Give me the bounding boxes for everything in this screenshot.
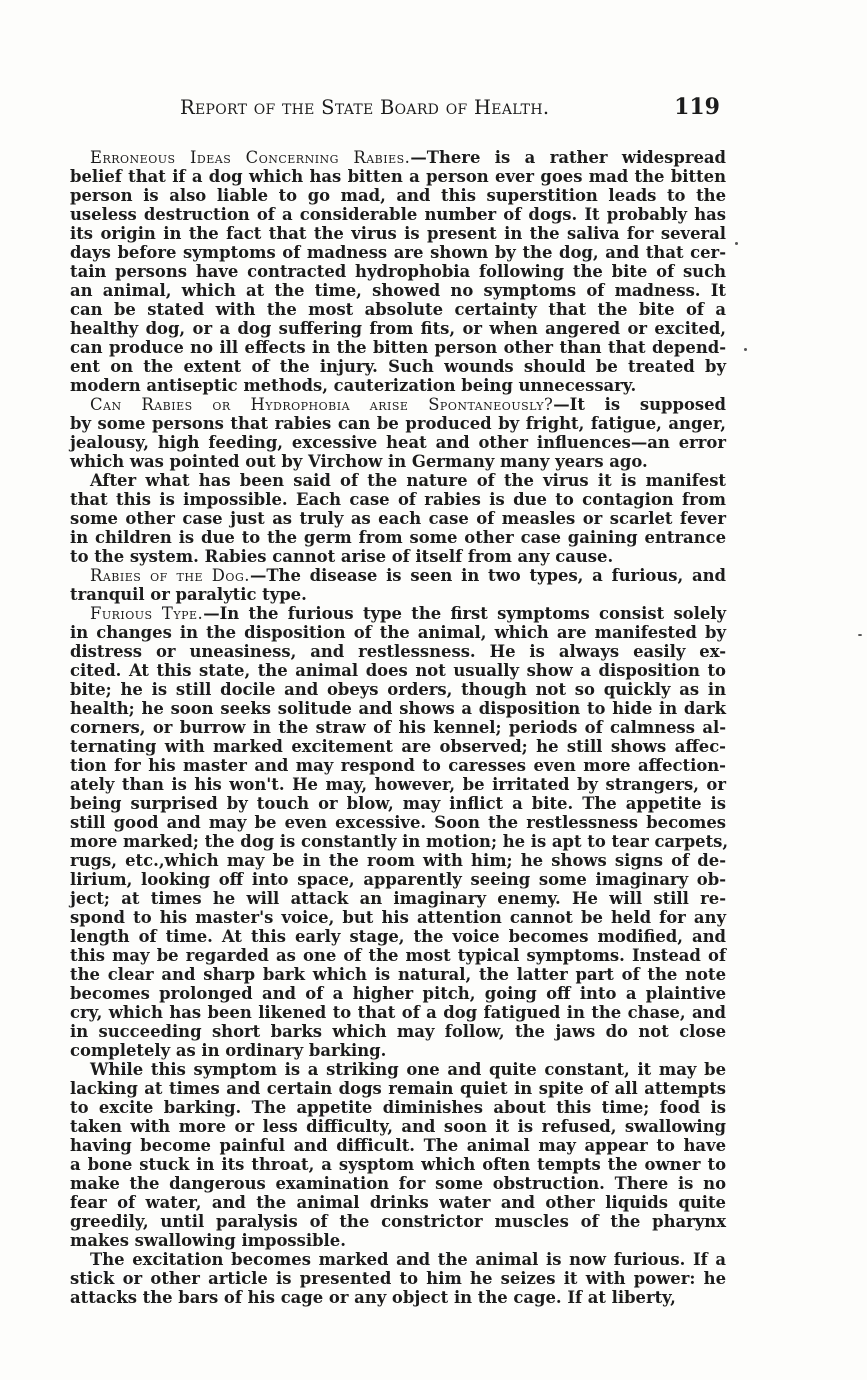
line-text: its origin in the fact that the virus is present in the saliva for several: [70, 224, 726, 243]
text-line: [70, 699, 726, 718]
line-text: taken with more or less difficulty, and soon it is refused, swallowing: [70, 1117, 726, 1136]
line-text: ternating with marked excitement are observed; he still shows affec-: [70, 737, 726, 756]
line-text: spond to his master's voice, but his attention cannot be held for any: [70, 908, 726, 927]
line-text: ent on the extent of the injury. Such wounds should be treated by: [70, 357, 726, 376]
line-text: tion for his master and may respond to caresses even more affection-: [70, 756, 726, 775]
paragraph: [70, 566, 726, 604]
line-text: to the system. Rabies cannot arise of itself from any cause.: [70, 547, 614, 566]
text-line: [70, 528, 726, 547]
line-text: cry, which has been likened to that of a dog fatigued in the chase, and: [70, 1003, 726, 1022]
text-line: [70, 1041, 726, 1060]
running-title: Report of the State Board of Health.: [180, 96, 550, 119]
text-line: [70, 148, 726, 167]
line-text: attacks the bars of his cage or any object in the cage. If at liberty,: [70, 1288, 676, 1307]
line-text: in changes in the disposition of the animal, which are manifested by: [70, 623, 726, 642]
line-text: more marked; the dog is constantly in motion; he is apt to tear carpets,: [70, 832, 729, 851]
line-text: modern antiseptic methods, cauterization being unnecessary.: [70, 376, 637, 395]
line-text: The excitation becomes marked and the animal is now furious. If a: [90, 1250, 726, 1269]
line-text: length of time. At this early stage, the voice becomes modified, and: [70, 927, 726, 946]
print-speck: [735, 242, 738, 245]
text-line: [70, 224, 726, 243]
page-number: 119: [674, 94, 720, 120]
text-line: [70, 984, 726, 1003]
text-line: [70, 1212, 726, 1231]
paragraph: [70, 1060, 726, 1250]
print-speck: [858, 634, 862, 636]
line-text: person is also liable to go mad, and this superstition leads to the: [70, 186, 726, 205]
line-text: becomes prolonged and of a higher pitch, going off into a plaintive: [70, 984, 726, 1003]
line-text: that this is impossible. Each case of rabies is due to contagion from: [70, 490, 726, 509]
text-line: [70, 1003, 726, 1022]
text-line: [70, 1250, 726, 1269]
line-text: corners, or burrow in the straw of his kennel; periods of calmness al-: [70, 718, 726, 737]
text-line: [70, 357, 726, 376]
line-text: lirium, looking off into space, apparently seeing some imaginary ob-: [70, 870, 726, 889]
line-text: the clear and sharp bark which is natural, the latter part of the note: [70, 965, 726, 984]
text-line: [70, 1060, 726, 1079]
text-line: [70, 186, 726, 205]
text-line: [70, 775, 726, 794]
line-text: some other case just as truly as each case of measles or scarlet fever: [70, 509, 726, 528]
text-line: [70, 927, 726, 946]
line-text: still good and may be even excessive. Soon the restlessness becomes: [70, 813, 726, 832]
line-text: tranquil or paralytic type.: [70, 585, 307, 604]
text-line: [70, 471, 726, 490]
paragraph-heading: Can Rabies or Hydrophobia arise Spontaneously?: [90, 395, 554, 414]
line-text: bite; he is still docile and obeys orders, though not so quickly as in: [70, 680, 726, 699]
text-line: [70, 642, 726, 661]
text-line: [70, 737, 726, 756]
text-line: [70, 490, 726, 509]
line-text: fear of water, and the animal drinks water and other liquids quite: [70, 1193, 726, 1212]
text-line: [70, 167, 726, 186]
text-line: [70, 889, 726, 908]
text-line: [70, 243, 726, 262]
text-line: [70, 623, 726, 642]
text-line: [70, 1269, 726, 1288]
text-line: [70, 1117, 726, 1136]
line-text: tain persons have contracted hydrophobia following the bite of such: [70, 262, 726, 281]
text-line: [70, 851, 726, 870]
line-text: this may be regarded as one of the most typical symptoms. Instead of: [70, 946, 726, 965]
text-line: [70, 965, 726, 984]
text-line: [70, 794, 726, 813]
text-line: [70, 547, 726, 566]
text-line: [70, 1022, 726, 1041]
text-line: [70, 433, 726, 452]
text-line: [70, 1079, 726, 1098]
paragraph-heading: Rabies of the Dog.: [90, 566, 250, 585]
running-header: [180, 96, 720, 126]
line-text: belief that if a dog which has bitten a person ever goes mad the bitten: [70, 167, 726, 186]
line-text: having become painful and difficult. The animal may appear to have: [70, 1136, 726, 1155]
line-text: cited. At this state, the animal does not usually show a disposition to: [70, 661, 726, 680]
text-line: [70, 205, 726, 224]
paragraph: [70, 395, 726, 471]
line-text: healthy dog, or a dog suffering from fits, or when angered or excited,: [70, 319, 726, 338]
line-text: days before symptoms of madness are shown by the dog, and that cer-: [70, 243, 726, 262]
text-line: [70, 908, 726, 927]
line-text: health; he soon seeks solitude and shows a disposition to hide in dark: [70, 699, 726, 718]
text-line: [70, 1098, 726, 1117]
line-text: makes swallowing impossible.: [70, 1231, 346, 1250]
text-line: [70, 452, 726, 471]
line-text: lacking at times and certain dogs remain quiet in spite of all attempts: [70, 1079, 726, 1098]
text-line: [70, 281, 726, 300]
text-line: [70, 262, 726, 281]
paragraph: [70, 148, 726, 395]
text-line: [70, 1193, 726, 1212]
line-text: make the dangerous examination for some obstruction. There is no: [70, 1174, 726, 1193]
line-text: can be stated with the most absolute certainty that the bite of a: [70, 300, 726, 319]
text-line: [70, 1231, 726, 1250]
line-text: After what has been said of the nature of the virus it is manifest: [90, 471, 726, 490]
text-line: [70, 946, 726, 965]
text-line: [70, 832, 729, 851]
line-text: rugs, etc.,which may be in the room with him; he shows signs of de-: [70, 851, 726, 870]
paragraph: [70, 471, 726, 566]
line-text: —The disease is seen in two types, a furious, and: [249, 566, 726, 585]
text-line: [70, 1174, 726, 1193]
paragraph-heading: Erroneous Ideas Concerning Rabies.: [90, 148, 411, 167]
line-text: ately than is his won't. He may, however, be irritated by strangers, or: [70, 775, 726, 794]
line-text: in children is due to the germ from some other case gaining entrance: [70, 528, 726, 547]
line-text: —It is supposed: [553, 395, 726, 414]
text-line: [70, 1136, 726, 1155]
line-text: —There is a rather widespread: [410, 148, 726, 167]
line-text: completely as in ordinary barking.: [70, 1041, 387, 1060]
print-speck: [744, 348, 747, 351]
line-text: distress or uneasiness, and restlessness. He is always easily ex-: [70, 642, 726, 661]
text-line: [70, 813, 726, 832]
text-line: [70, 509, 726, 528]
body-text: [70, 148, 729, 1307]
text-line: [70, 395, 726, 414]
line-text: being surprised by touch or blow, may inflict a bite. The appetite is: [70, 794, 726, 813]
line-text: jealousy, high feeding, excessive heat and other influences—an error: [70, 433, 726, 452]
line-text: While this symptom is a striking one and quite constant, it may be: [90, 1060, 726, 1079]
line-text: to excite barking. The appetite diminishes about this time; food is: [70, 1098, 726, 1117]
text-line: [70, 604, 726, 623]
paragraph-heading: Furious Type.: [90, 604, 204, 623]
text-line: [70, 1155, 726, 1174]
paragraph: [70, 1250, 726, 1307]
line-text: by some persons that rabies can be produced by fright, fatigue, anger,: [70, 414, 726, 433]
line-text: an animal, which at the time, showed no symptoms of madness. It: [70, 281, 726, 300]
text-line: [70, 376, 726, 395]
line-text: —In the furious type the first symptoms consist solely: [203, 604, 727, 623]
line-text: a bone stuck in its throat, a sysptom which often tempts the owner to: [70, 1155, 726, 1174]
line-text: stick or other article is presented to him he seizes it with power: he: [70, 1269, 726, 1288]
text-line: [70, 661, 726, 680]
line-text: in succeeding short barks which may follow, the jaws do not close: [70, 1022, 726, 1041]
line-text: useless destruction of a considerable number of dogs. It probably has: [70, 205, 726, 224]
text-line: [70, 585, 726, 604]
text-line: [70, 680, 726, 699]
line-text: can produce no ill effects in the bitten person other than that depend-: [70, 338, 726, 357]
line-text: which was pointed out by Virchow in Germany many years ago.: [70, 452, 648, 471]
text-line: [70, 718, 726, 737]
text-line: [70, 756, 726, 775]
text-line: [70, 870, 726, 889]
text-line: [70, 1288, 726, 1307]
text-line: [70, 300, 726, 319]
paragraph: [70, 604, 729, 1060]
text-line: [70, 414, 726, 433]
text-line: [70, 566, 726, 585]
line-text: ject; at times he will attack an imaginary enemy. He will still re-: [70, 889, 726, 908]
text-line: [70, 338, 726, 357]
text-line: [70, 319, 726, 338]
line-text: greedily, until paralysis of the constrictor muscles of the pharynx: [70, 1212, 726, 1231]
